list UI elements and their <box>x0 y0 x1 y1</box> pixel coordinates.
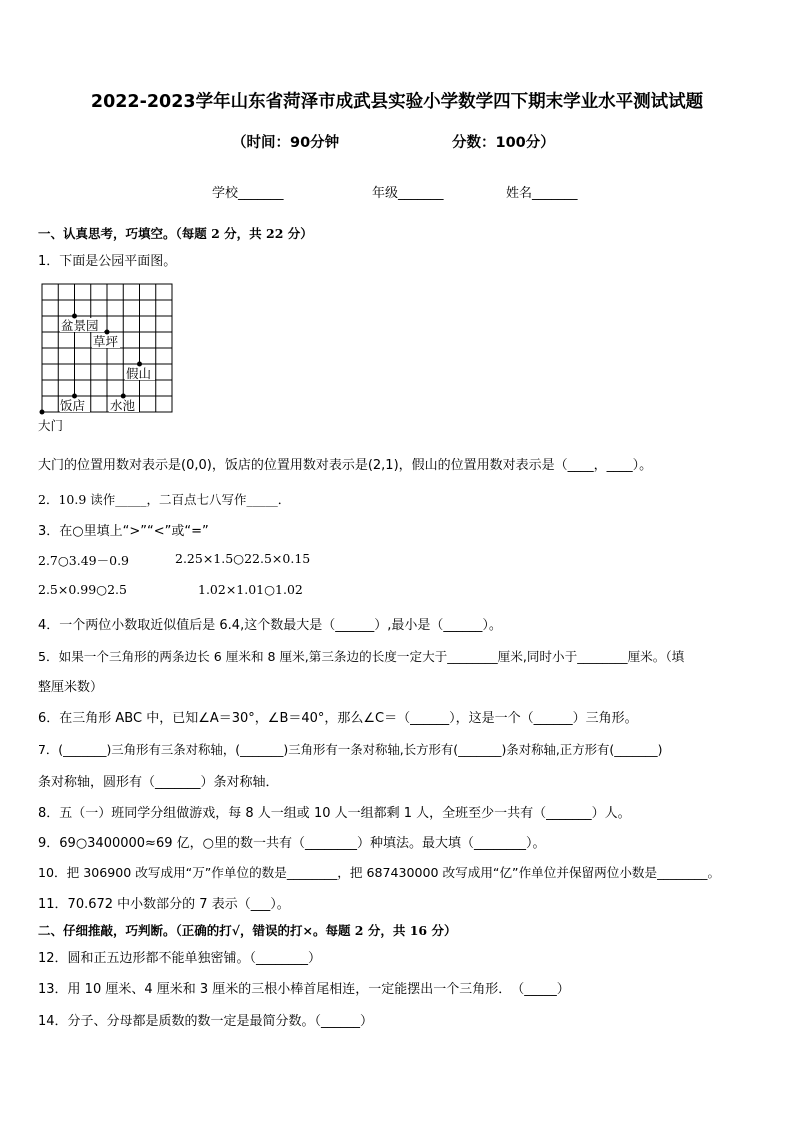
question-10: 10．把 306900 改写成用“万”作单位的数是________，把 687430000 改写成用“亿”作单位并保留两位小数是________。 <box>38 865 721 880</box>
question-14: 14．分子、分母都是质数的数一定是最简分数。（______） <box>38 1014 374 1029</box>
exam-time: （时间：90分钟 <box>232 135 340 151</box>
question-12: 12．圆和正五边形都不能单独密铺。（________） <box>38 951 322 966</box>
question-4: 4．一个两位小数取近似值后是 6.4,这个数最大是（______）,最小是（______）。 <box>38 618 502 633</box>
question-8: 8．五（一）班同学分组做游戏，每 8 人一组或 10 人一组都剩 1 人，全班至少一共有（_______）人。 <box>38 806 631 821</box>
map-label-rockery: 假山 <box>126 366 152 381</box>
question-11: 11．70.672 中小数部分的 7 表示（___）。 <box>38 897 290 912</box>
grade-field: 年级_______ <box>372 186 444 201</box>
exam-score: 分数：100分） <box>452 135 555 151</box>
question-13: 13．用 10 厘米、4 厘米和 3 厘米的三根小棒首尾相连，一定能摆出一个三角形． （_____） <box>38 982 570 997</box>
question-7-line2: 条对称轴，圆形有（_______）条对称轴． <box>38 775 279 790</box>
map-label-lawn: 草坪 <box>93 334 119 349</box>
question-2: 2．10.9 读作_____，二百点七八写作_____． <box>38 492 291 507</box>
question-3a: 2.7○3.49－0.9 <box>38 553 129 568</box>
park-map <box>38 283 188 438</box>
page-title: 2022-2023学年山东省菏泽市成武县实验小学数学四下期末学业水平测试试题 <box>90 92 704 112</box>
school-field: 学校_______ <box>212 186 284 201</box>
question-5-line2: 整厘米数） <box>38 680 104 695</box>
section-2-heading: 二、仔细推敲，巧判断。（正确的打√，错误的打×。每题 2 分，共 16 分） <box>38 923 457 938</box>
question-3: 3．在○里填上“>”“<”或“=” <box>38 524 209 539</box>
question-6: 6．在三角形 ABC 中，已知∠A＝30°，∠B＝40°，那么∠C＝（______），这是一个（______）三角形。 <box>38 711 638 726</box>
map-label-gate: 大门 <box>38 418 64 433</box>
question-5-line1: 5．如果一个三角形的两条边长 6 厘米和 8 厘米,第三条边的长度一定大于________厘米,同时小于________厘米。（填 <box>38 649 685 664</box>
section-1-heading: 一、认真思考，巧填空。（每题 2 分，共 22 分） <box>38 226 313 241</box>
question-3d: 1.02×1.01○1.02 <box>198 582 303 597</box>
map-label-garden: 盆景园 <box>61 318 99 333</box>
question-1-answer: 大门的位置用数对表示是(0,0)，饭店的位置用数对表示是(2,1)，假山的位置用数对表示是（____，____）。 <box>38 458 653 473</box>
gate-point <box>40 410 45 415</box>
question-9: 9．69○3400000≈69 亿，○里的数一共有（________）种填法。最大填（________）。 <box>38 836 546 851</box>
map-label-hotel: 饭店 <box>60 398 86 413</box>
question-3c: 2.5×0.99○2.5 <box>38 582 127 597</box>
question-1: 1．下面是公园平面图。 <box>38 254 177 269</box>
name-field: 姓名_______ <box>506 186 578 201</box>
question-7-line1: 7．(_______)三角形有三条对称轴，(_______)三角形有一条对称轴,长方形有(_______)条对称轴,正方形有(_______) <box>38 742 663 757</box>
map-label-pool: 水池 <box>110 398 136 413</box>
question-3b: 2.25×1.5○22.5×0.15 <box>175 551 311 566</box>
